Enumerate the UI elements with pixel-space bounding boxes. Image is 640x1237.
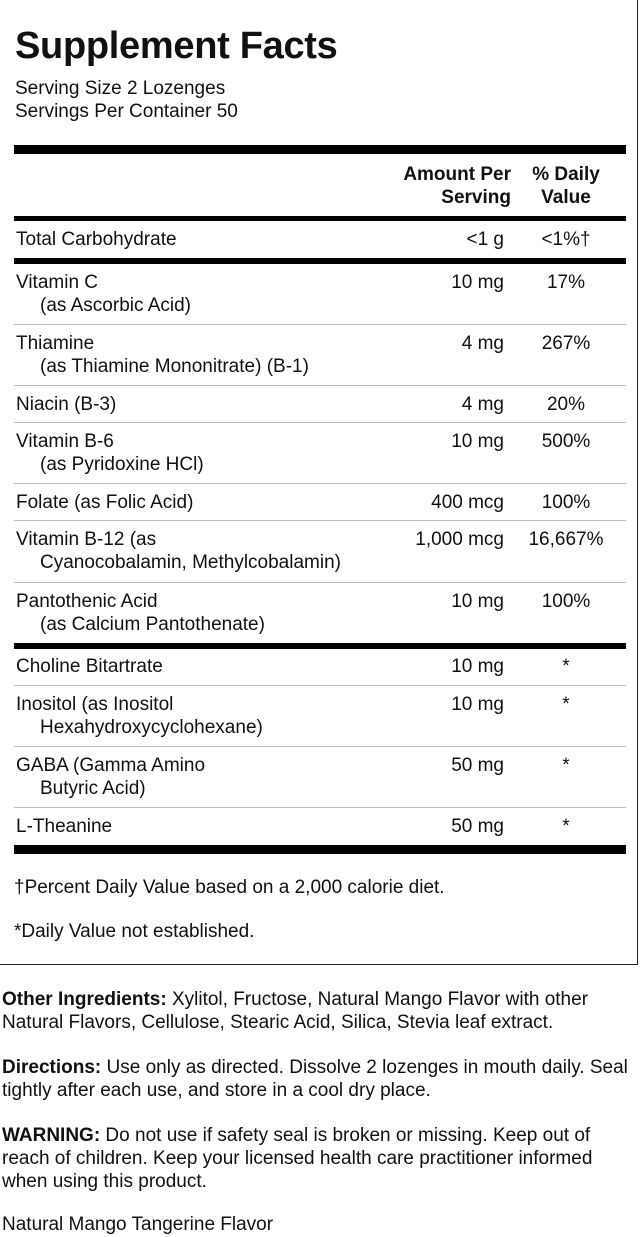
nutrient-amount: <1 g	[466, 229, 504, 250]
nutrient-dv: *	[562, 656, 570, 677]
serving-size: Serving Size 2 Lozenges	[15, 78, 226, 99]
other-ingredients-label: Other Ingredients:	[2, 989, 167, 1010]
nutrient-name: Vitamin B-6 (as Pyridoxine HCl)	[16, 431, 204, 475]
warning-label: WARNING:	[2, 1125, 101, 1146]
nutrient-amount: 4 mg	[461, 394, 504, 415]
directions-text: Use only as directed. Dissolve 2 lozenges in mouth daily. Seal tightly after each use, and store in a cool dry place.	[2, 1057, 628, 1101]
nutrient-dv: 100%	[541, 492, 591, 513]
panel-title: Supplement Facts	[15, 25, 338, 67]
directions	[2, 1056, 640, 1102]
flavor-line: Natural Mango Tangerine Flavor	[2, 1214, 274, 1235]
row-divider	[14, 520, 626, 521]
amount-header-line1: Amount Per	[403, 164, 511, 185]
section-divider	[14, 258, 626, 264]
nutrient-amount: 10 mg	[451, 591, 504, 612]
row-divider	[14, 385, 626, 386]
other-ingredients-text: Xylitol, Fructose, Natural Mango Flavor with other Natural Flavors, Cellulose, Stearic Acid, Silica, Stevia leaf extract.	[2, 989, 589, 1033]
nutrient-name: L-Theanine	[16, 816, 113, 837]
nutrient-dv: <1%†	[541, 229, 591, 250]
nutrient-dv: 267%	[541, 333, 591, 354]
amount-per-serving-header	[383, 163, 511, 209]
dv-header-line1: % Daily	[532, 164, 600, 185]
nutrient-amount: 10 mg	[451, 431, 504, 452]
footnote-daily-value: †Percent Daily Value based on a 2,000 calorie diet.	[14, 877, 445, 898]
other-ingredients	[2, 988, 640, 1034]
header-divider	[14, 216, 626, 221]
nutrient-dv: 20%	[546, 394, 586, 415]
nutrient-name: Choline Bitartrate	[16, 656, 163, 677]
row-divider	[14, 582, 626, 583]
nutrient-dv: *	[562, 816, 570, 837]
amount-header-line2: Serving	[441, 187, 511, 208]
row-divider	[14, 422, 626, 423]
section-divider	[14, 643, 626, 649]
nutrient-name: Total Carbohydrate	[16, 229, 177, 250]
nutrient-name: Thiamine (as Thiamine Mononitrate) (B-1)	[16, 333, 309, 377]
warning	[2, 1124, 632, 1193]
nutrient-amount: 10 mg	[451, 272, 504, 293]
row-divider	[14, 807, 626, 808]
thick-divider	[14, 145, 626, 154]
row-divider	[14, 324, 626, 325]
nutrient-dv: 17%	[546, 272, 586, 293]
directions-label: Directions:	[2, 1057, 102, 1078]
footnote-not-established: *Daily Value not established.	[14, 921, 255, 942]
row-divider	[14, 685, 626, 686]
nutrient-name: Pantothenic Acid (as Calcium Pantothenate)	[16, 591, 265, 635]
nutrient-amount: 10 mg	[451, 694, 504, 715]
nutrient-name: Inositol (as Inositol Hexahydroxycyclohexane)	[16, 694, 263, 738]
nutrient-dv: *	[562, 694, 570, 715]
dv-header-line2: Value	[541, 187, 591, 208]
nutrient-dv: 16,667%	[528, 529, 604, 550]
nutrient-dv: 500%	[541, 431, 591, 452]
servings-per-container: Servings Per Container 50	[15, 101, 238, 122]
thick-divider	[14, 845, 626, 854]
nutrient-amount: 400 mcg	[431, 492, 504, 513]
daily-value-header	[506, 163, 626, 209]
nutrient-name: Vitamin B-12 (as Cyanocobalamin, Methylcobalamin)	[16, 529, 341, 573]
nutrient-name: Vitamin C (as Ascorbic Acid)	[16, 272, 191, 316]
nutrient-amount: 1,000 mcg	[415, 529, 504, 550]
nutrient-amount: 50 mg	[451, 755, 504, 776]
warning-text: Do not use if safety seal is broken or missing. Keep out of reach of children. Keep your licensed health care practitioner informed when using this product.	[2, 1125, 593, 1192]
nutrient-dv: 100%	[541, 591, 591, 612]
row-divider	[14, 746, 626, 747]
nutrient-amount: 50 mg	[451, 816, 504, 837]
nutrient-dv: *	[562, 755, 570, 776]
nutrient-name: Folate (as Folic Acid)	[16, 492, 194, 513]
nutrient-amount: 10 mg	[451, 656, 504, 677]
row-divider	[14, 483, 626, 484]
nutrient-name: GABA (Gamma Amino Butyric Acid)	[16, 755, 206, 799]
nutrient-amount: 4 mg	[461, 333, 504, 354]
nutrient-name: Niacin (B-3)	[16, 394, 117, 415]
